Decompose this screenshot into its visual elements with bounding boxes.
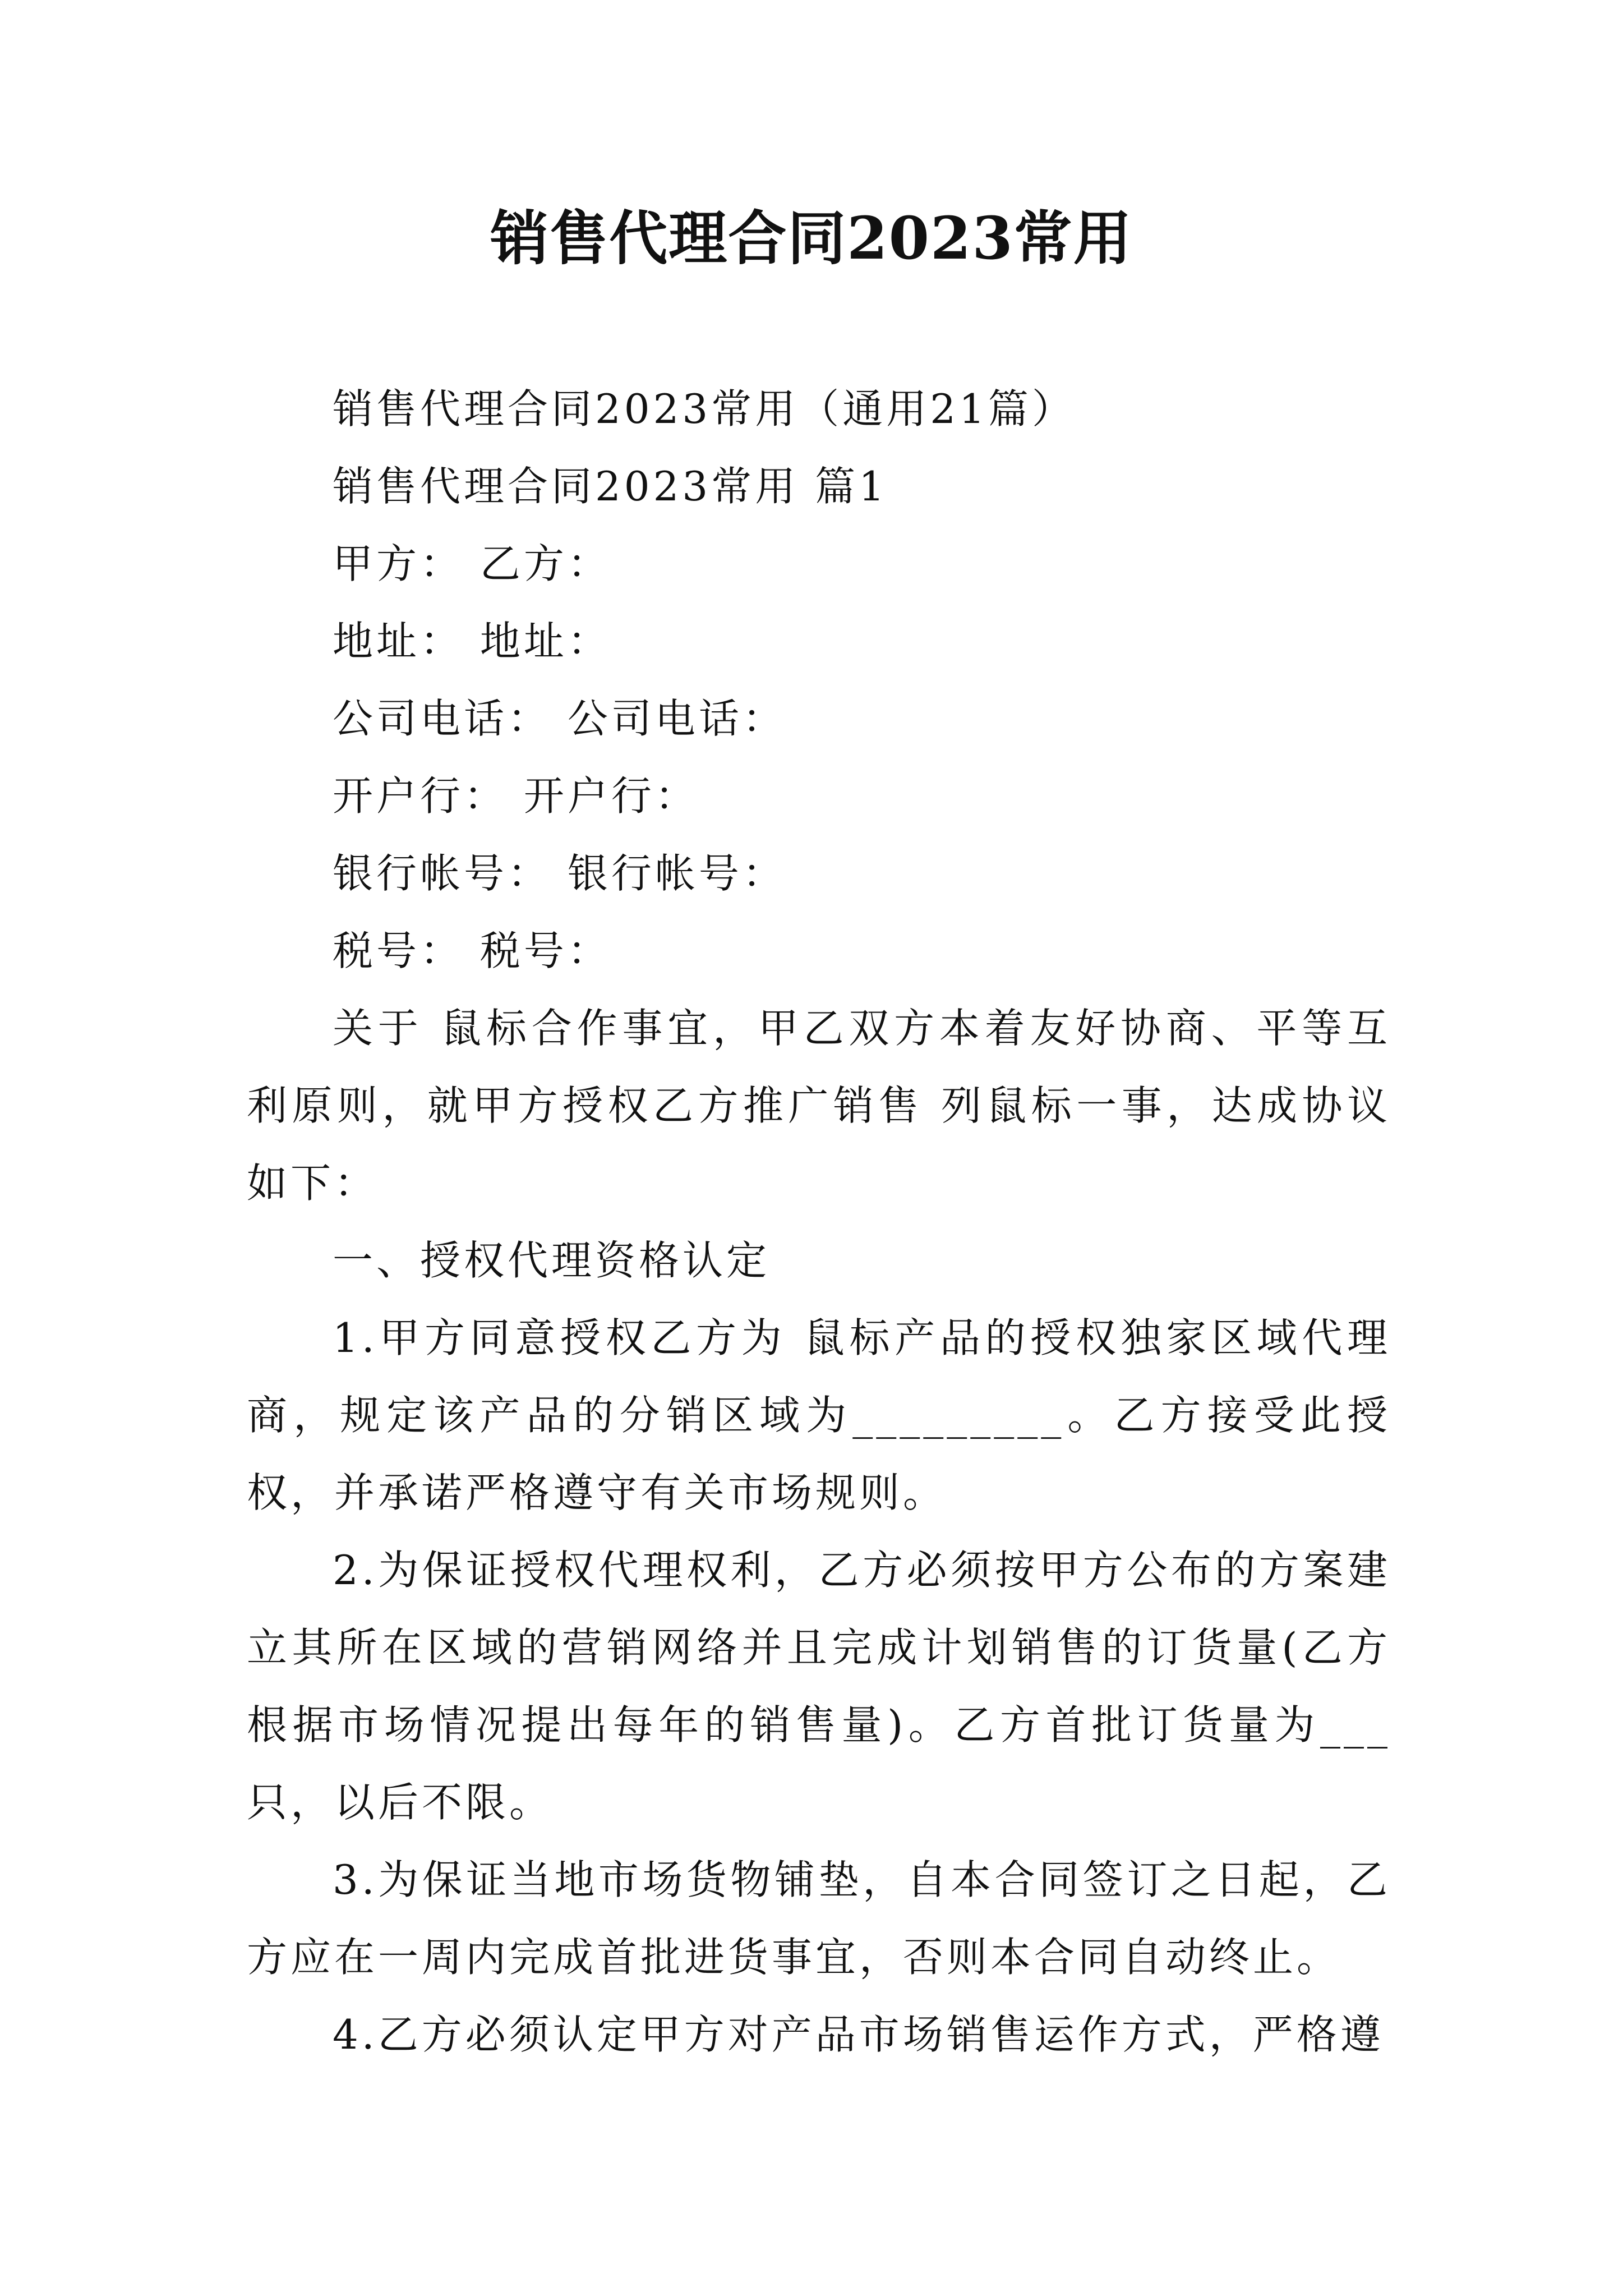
paragraph-bank: 开户行： 开户行： — [333, 772, 699, 820]
paragraph-bank-account: 银行帐号： 银行帐号： — [333, 850, 786, 897]
document-body — [247, 370, 1391, 2073]
paragraph-address: 地址： 地址： — [333, 618, 611, 665]
paragraph-clause-heading: 一、授权代理资格认定 — [333, 1237, 771, 1284]
paragraph-tax-number: 税号： 税号： — [333, 927, 611, 974]
document-title: 销售代理合同2023常用 — [490, 204, 1133, 273]
paragraph-clause-1: 1.甲方同意授权乙方为 鼠标产品的授权独家区域代理商，规定该产品的分销区域为_________。乙方接受此授权，并承诺严格遵守有关市场规则。 — [247, 1314, 1391, 1516]
paragraph-party-names: 甲方： 乙方： — [333, 540, 611, 587]
paragraph-section-heading: 销售代理合同2023常用 篇1 — [333, 463, 888, 510]
paragraph-intro: 关于 鼠标合作事宜，甲乙双方本着友好协商、平等互利原则，就甲方授权乙方推广销售 列鼠标一事，达成协议如下： — [247, 1005, 1391, 1207]
paragraph-company-phone: 公司电话： 公司电话： — [333, 695, 786, 742]
paragraph-clause-3: 3.为保证当地市场货物铺垫，自本合同签订之日起，乙方应在一周内完成首批进货事宜，否则本合同自动终止。 — [247, 1856, 1391, 1981]
paragraph-subtitle: 销售代理合同2023常用（通用21篇） — [333, 385, 1076, 432]
paragraph-clause-2: 2.为保证授权代理权利，乙方必须按甲方公布的方案建立其所在区域的营销网络并且完成计划销售的订货量(乙方根据市场情况提出每年的销售量)。乙方首批订货量为___只，以后不限。 — [247, 1547, 1391, 1826]
paragraph-clause-4: 4.乙方必须认定甲方对产品市场销售运作方式，严格遵 — [333, 2011, 1384, 2058]
